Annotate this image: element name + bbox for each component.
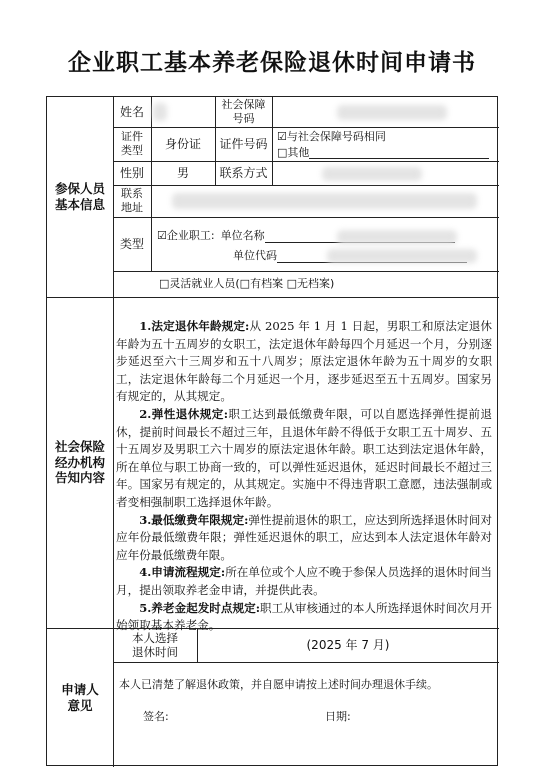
notice-item-heading: 3.最低缴费年限规定: [139,512,249,527]
other-id-option[interactable] [277,145,497,160]
row-divider [113,271,499,272]
notice-item [116,564,492,599]
notice-item-body: 从 2025 年 1 月 1 日起，男职工和原法定退休年龄为五十五周岁的女职工，法定退休年龄每四个月延迟一个月，分别逐步延迟至六十三周岁和五十八周岁；原法定退休年龄为五十周岁的女职工，法定退休年龄每二个月延迟一个月，逐步延迟至五十五周岁。国家另有规定的，从其规定。 [116,319,492,404]
flexible-employment-option[interactable]: □灵活就业人员(□有档案 □无档案) [159,277,335,291]
category-label: 类型 [119,236,144,251]
ss-number-label: 社会保障 号码 [221,98,266,125]
id-number-label: 证件号码 [219,136,268,151]
notice-item-body: 所在单位或个人应不晚于参保人员选择的退休时间当月，提出领取养老金申请，并提供此表。 [116,565,492,597]
other-id-label: □其他 [277,145,310,159]
notice-content [116,318,492,635]
applicant-statement: 本人已清楚了解退休政策，并自愿申请按上述时间办理退休手续。 [119,678,438,692]
name-label: 姓名 [119,104,144,119]
unit-code-label: 单位代码 [233,249,277,263]
redacted-unit-name [337,230,457,244]
contact-label: 联系方式 [219,165,268,180]
notice-item [116,600,492,635]
col-divider [272,97,273,185]
address-label: 联系 地址 [121,187,143,214]
redacted-name [153,103,167,121]
section-opinion-label: 申请人 意见 [61,681,99,713]
id-type-value: 身份证 [164,136,201,151]
notice-item-heading: 2.弹性退休规定: [139,406,228,421]
gender-label: 性别 [119,165,144,180]
notice-item [116,318,492,406]
notice-item-heading: 5.养老金起发时点规定: [139,600,260,615]
notice-item-heading: 1.法定退休年龄规定: [139,319,250,333]
redacted-unit-code [327,249,477,263]
notice-item [116,406,492,512]
redacted-ss-number [337,105,447,120]
row-divider [113,217,499,218]
same-as-ss-checkbox[interactable]: ☑与社会保障号码相同 [277,129,386,143]
gender-value: 男 [176,165,189,180]
id-type-label: 证件 类型 [121,130,143,157]
redacted-address [172,193,477,209]
chosen-time-value: (2025 年 7 月) [306,637,390,652]
enterprise-worker-checkbox: ☑企业职工: [157,229,215,243]
chosen-time-label: 本人选择 退休时间 [132,630,178,659]
notice-item-body: 职工从审核通过的本人所选择退休时间次月开始领取基本养老金。 [116,600,492,633]
section-divider [47,297,499,298]
section-basic-info-label: 参保人员 基本信息 [54,181,105,212]
unit-name-label: 单位名称 [220,229,265,243]
section-notice-label: 社会保险 经办机构 告知内容 [54,439,105,486]
row-divider [113,185,499,186]
notice-item [116,512,492,565]
notice-item-heading: 4.申请流程规定: [139,565,226,580]
col-divider [151,217,152,271]
other-id-line [309,146,489,159]
row-divider [113,662,499,663]
notice-item-body: 弹性提前退休的职工，应达到所选择退休时间对应年份最低缴费年限；弹性延迟退休的职工，应达到本人法定退休年龄对应年份最低缴费年限。 [116,512,492,562]
page-title: 企业职工基本养老保险退休时间申请书 [68,49,476,76]
signature-label: 签名: [143,710,169,724]
date-label: 日期: [325,710,351,724]
notice-item-body: 职工达到最低缴费年限，可以自愿选择弹性提前退休，提前时间最长不超过三年，且退休年龄不得低于女职工五十周岁、五十五周岁及男职工六十周岁的原法定退休年龄。职工达到法定退休年龄，所在单位与职工协商一致的，可以弹性延迟退休，延迟时间最长不超过三年。国家另有规定的，从其规定。实施中不得违背职工意愿，违法强制或者变相强制职工选择退休年龄。 [116,406,492,509]
redacted-contact [322,167,422,181]
